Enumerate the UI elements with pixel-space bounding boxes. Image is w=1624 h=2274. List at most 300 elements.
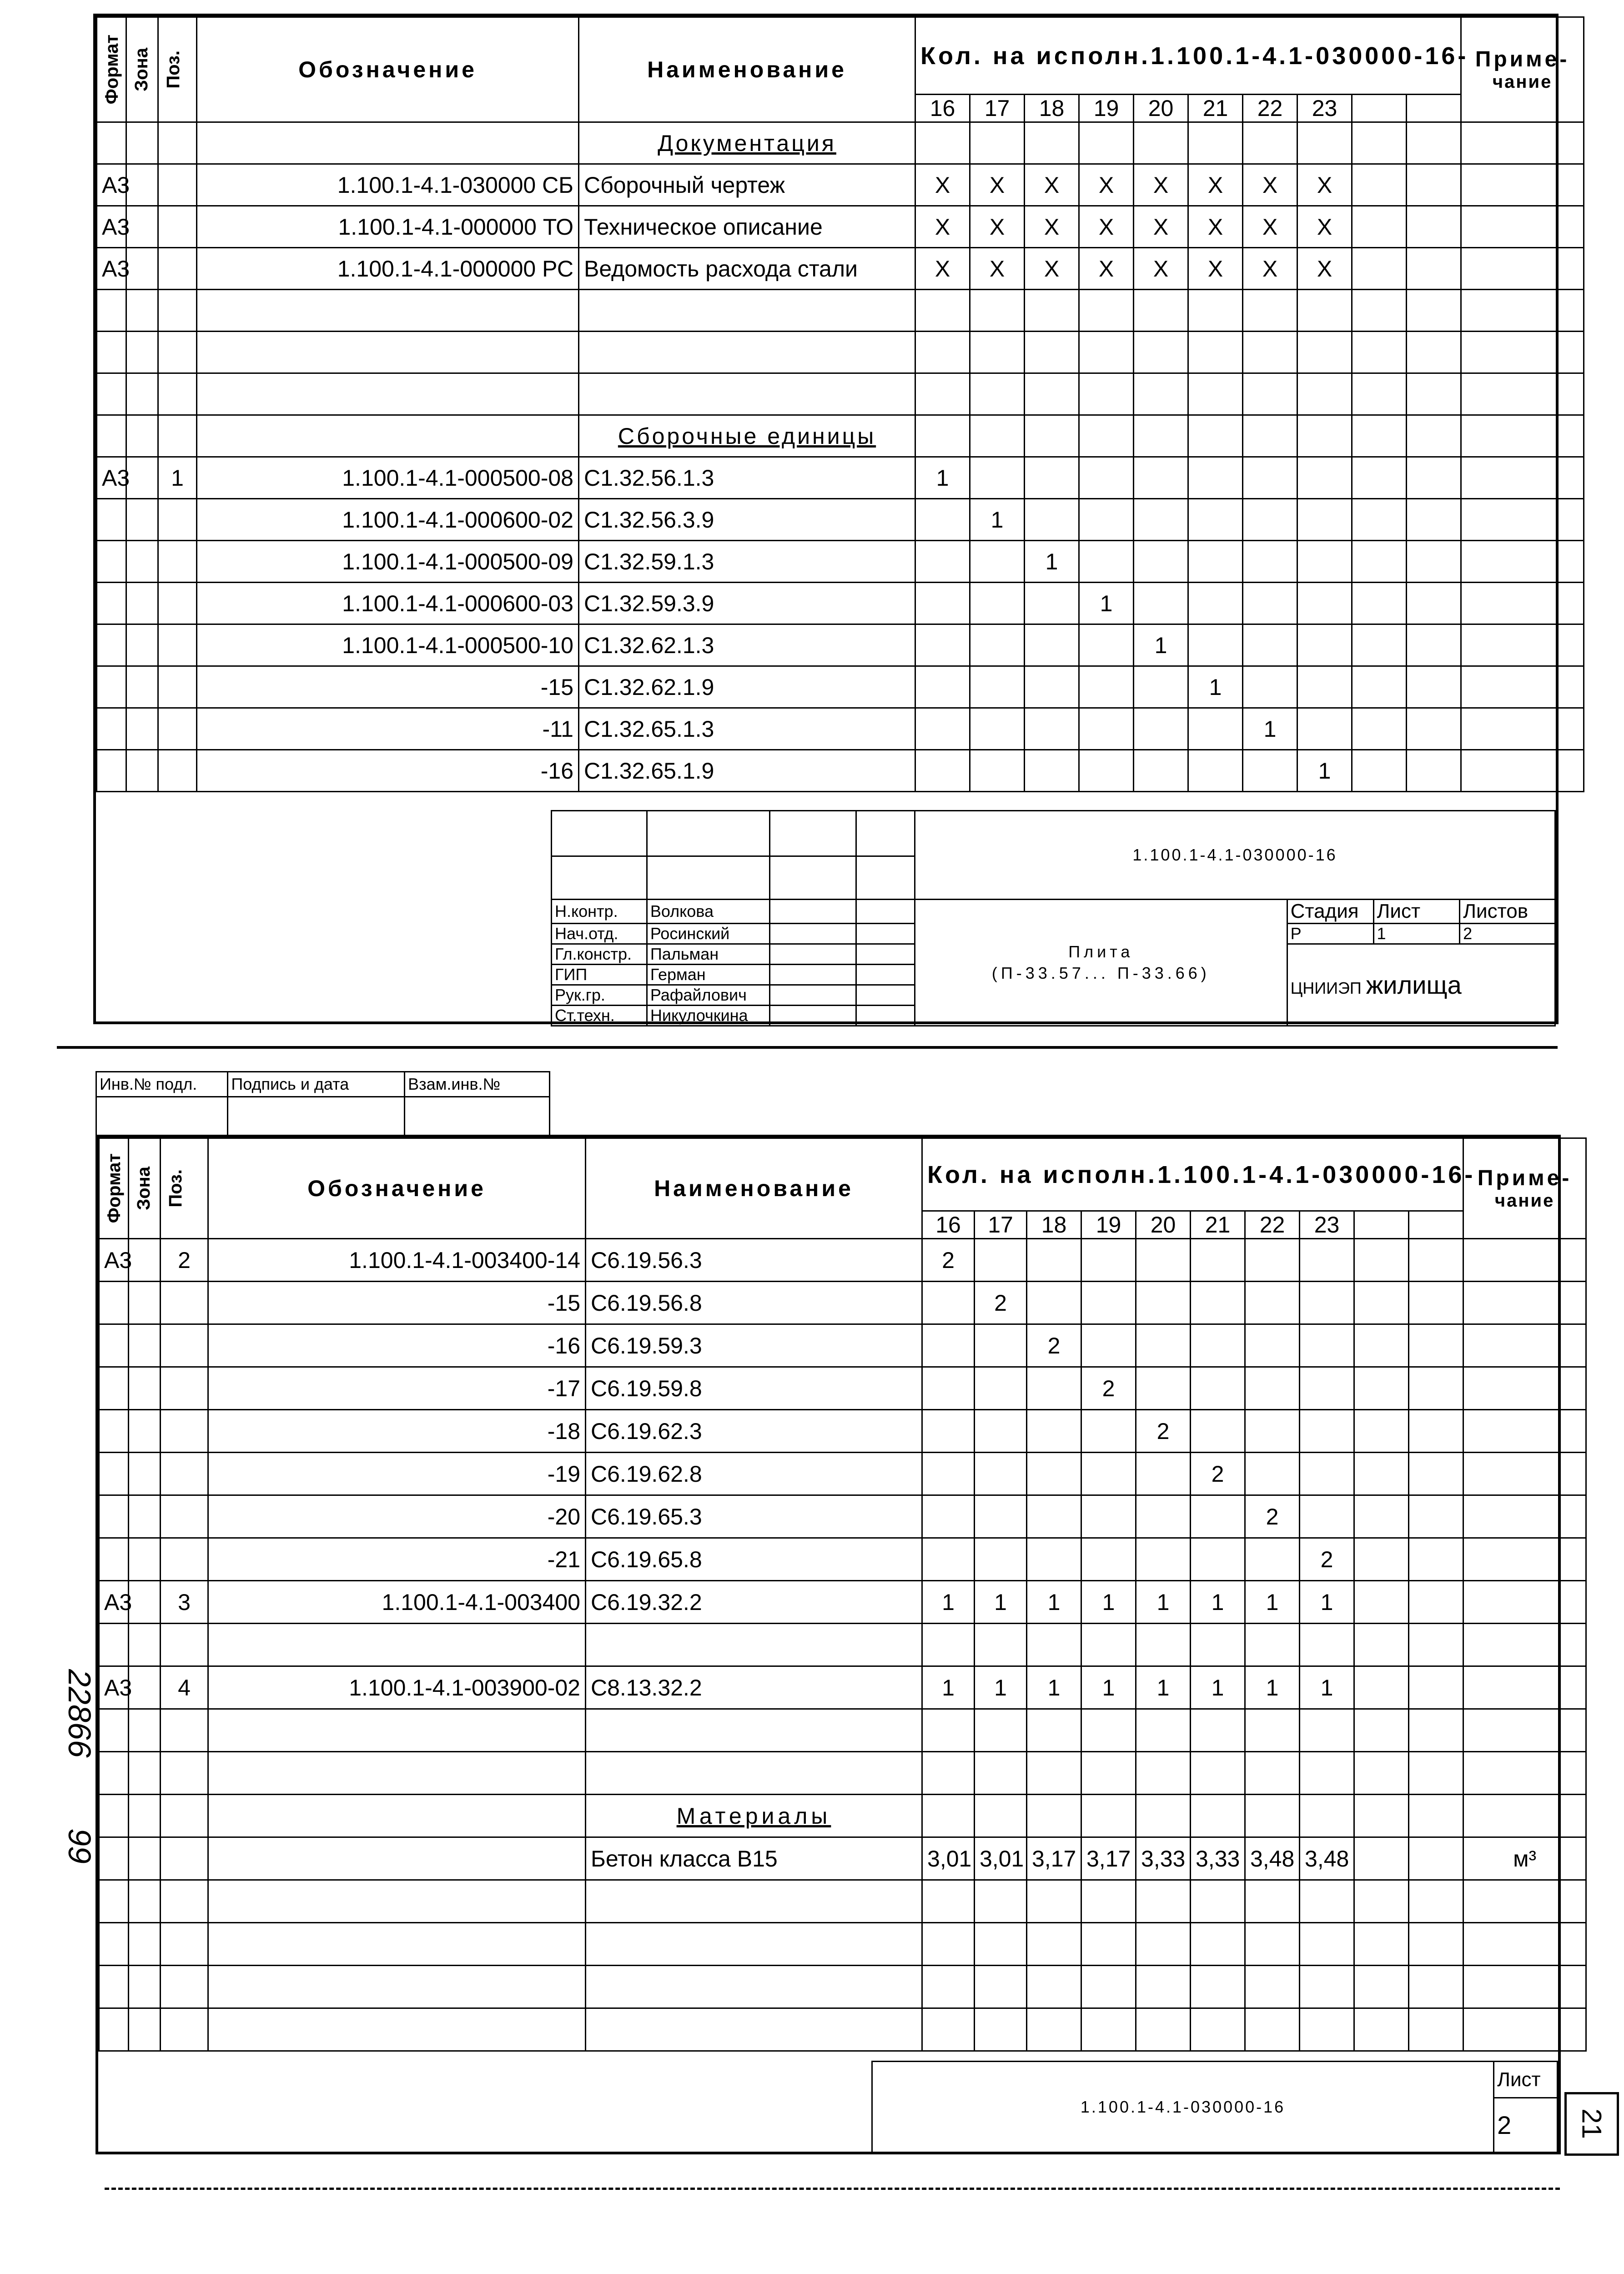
cell-qty-8 <box>1352 624 1407 666</box>
cell-qty-1 <box>975 1880 1027 1923</box>
cell-pos <box>161 1367 208 1410</box>
cell-designation: -18 <box>208 1410 586 1453</box>
cell-qty-9 <box>1409 2008 1463 2051</box>
cell-qty-2 <box>1027 1624 1081 1666</box>
b-header-zone <box>129 1138 161 1239</box>
bottom-cut-line <box>105 2188 1560 2190</box>
cell-zone <box>129 1495 161 1538</box>
cell-designation <box>208 1837 586 1880</box>
header-note <box>1461 17 1584 122</box>
cell-format <box>99 1282 129 1324</box>
cell-qty-8 <box>1352 666 1407 708</box>
cell-qty-2 <box>1027 2008 1081 2051</box>
cell-qty-9 <box>1409 1666 1463 1709</box>
cell-zone <box>126 415 158 457</box>
cell-qty-8 <box>1352 541 1407 583</box>
cell-qty-4 <box>1134 373 1188 415</box>
cell-designation: 1.100.1-4.1-000000 РС <box>197 248 579 290</box>
cell-zone <box>129 1367 161 1410</box>
cell-qty-4: 1 <box>1134 624 1188 666</box>
cell-qty-4 <box>1136 1538 1191 1581</box>
cell-qty-4 <box>1136 1495 1191 1538</box>
cell-qty-4 <box>1134 332 1188 373</box>
cell-qty-5 <box>1191 1624 1245 1666</box>
cell-qty-6 <box>1245 1239 1300 1282</box>
cell-note <box>1461 499 1584 541</box>
cell-name <box>579 373 915 415</box>
variant-header-0: 16 <box>915 95 970 122</box>
cell-qty-5: 1 <box>1191 1666 1245 1709</box>
cell-qty-5: X <box>1188 248 1243 290</box>
cell-qty-0 <box>922 1923 975 1966</box>
cell-format <box>99 1837 129 1880</box>
title-block <box>551 810 1556 1025</box>
cell-qty-9 <box>1407 541 1461 583</box>
cell-qty-5 <box>1191 1367 1245 1410</box>
cell-qty-6 <box>1243 666 1297 708</box>
cell-qty-1 <box>970 415 1025 457</box>
table-row <box>97 750 1584 792</box>
cell-note <box>1463 1410 1586 1453</box>
cell-qty-3 <box>1079 415 1134 457</box>
cell-qty-7 <box>1300 1880 1354 1923</box>
cell-zone <box>126 499 158 541</box>
cell-qty-1 <box>970 541 1025 583</box>
variant-header-4: 20 <box>1136 1211 1191 1239</box>
cell-format <box>97 541 126 583</box>
cell-qty-0 <box>915 290 970 332</box>
cell-qty-7 <box>1300 1239 1354 1282</box>
cell-qty-3 <box>1079 373 1134 415</box>
cell-qty-7: 3,48 <box>1300 1837 1354 1880</box>
cell-note <box>1463 1752 1586 1795</box>
cell-note <box>1463 1795 1586 1837</box>
cell-qty-7 <box>1297 373 1352 415</box>
cell-name: С6.19.59.3 <box>586 1324 922 1367</box>
variant-header-3: 19 <box>1079 95 1134 122</box>
variant-header-2: 18 <box>1025 95 1079 122</box>
cell-qty-4 <box>1134 583 1188 624</box>
cell-qty-1 <box>970 122 1025 164</box>
role-1: Нач.отд. <box>552 924 647 944</box>
cell-zone <box>126 373 158 415</box>
cell-qty-5: 3,33 <box>1191 1837 1245 1880</box>
variant-header-5: 21 <box>1188 95 1243 122</box>
person-4: Рафайлович <box>647 985 769 1006</box>
table-row <box>99 2008 1586 2051</box>
person-3: Герман <box>647 965 769 985</box>
cell-qty-3 <box>1081 1453 1136 1495</box>
cell-zone <box>126 624 158 666</box>
cell-designation: -21 <box>208 1538 586 1581</box>
cell-pos: 4 <box>161 1666 208 1709</box>
cell-qty-1 <box>975 1239 1027 1282</box>
cell-qty-9 <box>1409 1239 1463 1282</box>
cell-qty-3 <box>1081 1709 1136 1752</box>
table-row <box>97 164 1584 206</box>
cell-note <box>1461 373 1584 415</box>
cell-designation: 1.100.1-4.1-003900-02 <box>208 1666 586 1709</box>
cell-qty-0 <box>915 541 970 583</box>
cell-pos <box>161 1709 208 1752</box>
cell-qty-2 <box>1027 1239 1081 1282</box>
cell-designation: 1.100.1-4.1-003400 <box>208 1581 586 1624</box>
variant-header-7: 23 <box>1297 95 1352 122</box>
cell-qty-9 <box>1409 1795 1463 1837</box>
cell-qty-0: 3,01 <box>922 1837 975 1880</box>
cell-qty-0 <box>922 1538 975 1581</box>
cell-designation <box>197 415 579 457</box>
cell-name: С6.19.62.3 <box>586 1410 922 1453</box>
cell-qty-6 <box>1243 499 1297 541</box>
cell-qty-6 <box>1245 1282 1300 1324</box>
b-header-note <box>1463 1138 1586 1239</box>
cell-note <box>1461 624 1584 666</box>
cell-qty-2: 1 <box>1027 1581 1081 1624</box>
cell-qty-2 <box>1027 1795 1081 1837</box>
cell-format <box>99 1966 129 2008</box>
cell-qty-4: 3,33 <box>1136 1837 1191 1880</box>
cell-qty-0 <box>922 1709 975 1752</box>
table-row <box>99 1795 1586 1837</box>
cell-qty-8 <box>1352 164 1407 206</box>
cell-qty-1 <box>975 1624 1027 1666</box>
cell-format: А3 <box>99 1666 129 1709</box>
cell-format <box>99 1324 129 1367</box>
cell-qty-8 <box>1354 1624 1409 1666</box>
header-format-label: Формат <box>102 35 122 105</box>
cell-qty-1 <box>970 708 1025 750</box>
table-row <box>97 583 1584 624</box>
cell-pos <box>158 541 197 583</box>
variant-header-1: 17 <box>970 95 1025 122</box>
header-designation: Обозначение <box>197 17 579 122</box>
cell-qty-0 <box>922 1880 975 1923</box>
cell-qty-7 <box>1297 541 1352 583</box>
cell-name <box>586 2008 922 2051</box>
cell-qty-2 <box>1027 1282 1081 1324</box>
cell-qty-5: 1 <box>1191 1581 1245 1624</box>
cell-qty-6: X <box>1243 206 1297 248</box>
cell-qty-2 <box>1025 583 1079 624</box>
cell-zone <box>129 1923 161 1966</box>
cell-qty-8 <box>1352 122 1407 164</box>
cell-note <box>1461 666 1584 708</box>
cell-qty-3 <box>1081 1624 1136 1666</box>
cell-qty-4 <box>1136 1795 1191 1837</box>
table-row <box>99 1410 1586 1453</box>
signature-0 <box>769 900 856 924</box>
cell-qty-3 <box>1079 290 1134 332</box>
cell-qty-8 <box>1354 1239 1409 1282</box>
cell-qty-2 <box>1027 1966 1081 2008</box>
cell-name <box>586 1624 922 1666</box>
header-qty: Кол. на исполн.1.100.1-4.1-030000-16- <box>915 17 1461 95</box>
cell-note <box>1461 415 1584 457</box>
cell-qty-8 <box>1354 1923 1409 1966</box>
cell-name: С6.19.56.8 <box>586 1282 922 1324</box>
cell-qty-1 <box>975 1709 1027 1752</box>
cell-qty-3 <box>1079 122 1134 164</box>
cell-note <box>1463 1367 1586 1410</box>
cell-zone <box>129 1666 161 1709</box>
cell-qty-0: 1 <box>915 457 970 499</box>
cut-line <box>57 1046 1558 1049</box>
cell-qty-9 <box>1409 1282 1463 1324</box>
cell-qty-5 <box>1191 1324 1245 1367</box>
cell-qty-8 <box>1354 1367 1409 1410</box>
header-format <box>97 17 126 122</box>
cell-qty-6 <box>1245 1880 1300 1923</box>
cell-qty-1 <box>975 1453 1027 1495</box>
cell-designation <box>197 290 579 332</box>
table-row <box>97 499 1584 541</box>
cell-name: С1.32.59.1.3 <box>579 541 915 583</box>
signature-3 <box>769 965 856 985</box>
footer-doc-code: 1.100.1-4.1-030000-16 <box>872 2062 1494 2153</box>
cell-qty-0 <box>915 415 970 457</box>
stage-value: Р <box>1287 924 1373 944</box>
cell-designation: -19 <box>208 1453 586 1495</box>
cell-zone <box>129 1581 161 1624</box>
cell-name: С1.32.65.1.3 <box>579 708 915 750</box>
cell-qty-9 <box>1407 583 1461 624</box>
cell-designation <box>197 122 579 164</box>
cell-format <box>99 1367 129 1410</box>
cell-pos <box>158 624 197 666</box>
cell-qty-8 <box>1354 1880 1409 1923</box>
cell-qty-7 <box>1300 1795 1354 1837</box>
cell-qty-2 <box>1025 708 1079 750</box>
cell-name: С6.19.65.8 <box>586 1538 922 1581</box>
cell-qty-6 <box>1243 122 1297 164</box>
cell-name: Ведомость расхода стали <box>579 248 915 290</box>
cell-qty-4: 1 <box>1136 1666 1191 1709</box>
variant-header-8 <box>1352 95 1407 122</box>
cell-qty-9 <box>1407 457 1461 499</box>
cell-format <box>99 1453 129 1495</box>
cell-qty-2: 2 <box>1027 1324 1081 1367</box>
cell-qty-3 <box>1079 332 1134 373</box>
cell-qty-5 <box>1191 1538 1245 1581</box>
cell-format <box>99 1410 129 1453</box>
table-row <box>99 1709 1586 1752</box>
cell-qty-0 <box>915 583 970 624</box>
cell-note <box>1463 1538 1586 1581</box>
cell-zone <box>129 1538 161 1581</box>
cell-qty-9 <box>1409 1752 1463 1795</box>
cell-name: Материалы <box>586 1795 922 1837</box>
cell-zone <box>129 1880 161 1923</box>
table-row <box>97 666 1584 708</box>
cell-qty-5 <box>1188 290 1243 332</box>
table-row <box>97 373 1584 415</box>
cell-qty-1: 2 <box>975 1282 1027 1324</box>
cell-qty-5 <box>1191 1795 1245 1837</box>
cell-pos <box>161 1538 208 1581</box>
cell-format: А3 <box>97 164 126 206</box>
cell-qty-1 <box>975 1367 1027 1410</box>
cell-name: С1.32.56.3.9 <box>579 499 915 541</box>
cell-qty-3 <box>1081 2008 1136 2051</box>
cell-note <box>1461 583 1584 624</box>
cell-note <box>1463 2008 1586 2051</box>
cell-qty-6 <box>1243 583 1297 624</box>
cell-qty-9 <box>1407 122 1461 164</box>
cell-note <box>1463 1923 1586 1966</box>
org-name: ЦНИИЭП <box>1290 979 1362 997</box>
cell-qty-3: 3,17 <box>1081 1837 1136 1880</box>
variant-header-6: 22 <box>1245 1211 1300 1239</box>
cell-zone <box>129 1624 161 1666</box>
cell-qty-8 <box>1352 415 1407 457</box>
cell-qty-0 <box>915 373 970 415</box>
cell-qty-7: X <box>1297 164 1352 206</box>
cell-qty-8 <box>1354 1966 1409 2008</box>
cell-qty-8 <box>1354 1709 1409 1752</box>
header-zone <box>126 17 158 122</box>
cell-format <box>97 624 126 666</box>
cell-qty-9 <box>1407 624 1461 666</box>
cell-qty-8 <box>1352 583 1407 624</box>
cell-qty-5 <box>1188 624 1243 666</box>
cell-qty-7 <box>1300 1495 1354 1538</box>
cell-zone <box>126 332 158 373</box>
cell-pos <box>158 666 197 708</box>
cell-zone <box>129 1966 161 2008</box>
cell-qty-5 <box>1191 1923 1245 1966</box>
cell-qty-0 <box>922 1752 975 1795</box>
cell-pos <box>161 1837 208 1880</box>
cell-zone <box>129 1709 161 1752</box>
table-row <box>99 1581 1586 1624</box>
cell-note <box>1463 1709 1586 1752</box>
cell-note <box>1461 332 1584 373</box>
cell-qty-3 <box>1079 624 1134 666</box>
cell-qty-0: 2 <box>922 1239 975 1282</box>
variant-header-6: 22 <box>1243 95 1297 122</box>
table-row <box>99 1966 1586 2008</box>
variant-header-2: 18 <box>1027 1211 1081 1239</box>
signature-2 <box>769 944 856 965</box>
cell-qty-7: 2 <box>1300 1538 1354 1581</box>
cell-qty-8 <box>1354 1837 1409 1880</box>
cell-pos <box>161 1324 208 1367</box>
cell-qty-7 <box>1300 2008 1354 2051</box>
cell-designation: 1.100.1-4.1-003400-14 <box>208 1239 586 1282</box>
cell-qty-9 <box>1409 1966 1463 2008</box>
cell-qty-0 <box>922 1453 975 1495</box>
cell-qty-1: 1 <box>975 1666 1027 1709</box>
cell-pos <box>158 415 197 457</box>
cell-qty-5: 1 <box>1188 666 1243 708</box>
cell-qty-7 <box>1297 499 1352 541</box>
cell-qty-1: 1 <box>970 499 1025 541</box>
cell-qty-6 <box>1245 1538 1300 1581</box>
doc-code: 1.100.1-4.1-030000-16 <box>915 811 1555 900</box>
cell-qty-4 <box>1134 541 1188 583</box>
cell-qty-6 <box>1243 457 1297 499</box>
cell-qty-6 <box>1245 1923 1300 1966</box>
header-zone-label: Зона <box>131 48 151 91</box>
cell-designation <box>197 332 579 373</box>
cell-qty-4: X <box>1134 248 1188 290</box>
cell-format <box>97 290 126 332</box>
cell-format <box>99 1709 129 1752</box>
side-mark: 99 <box>62 1828 97 1864</box>
cell-qty-9 <box>1409 1581 1463 1624</box>
table-row <box>99 1239 1586 1282</box>
cell-qty-6: 3,48 <box>1245 1837 1300 1880</box>
role-2: Гл.констр. <box>552 944 647 965</box>
table-row <box>97 248 1584 290</box>
cell-qty-5 <box>1191 1282 1245 1324</box>
cell-qty-2 <box>1025 290 1079 332</box>
cell-qty-8 <box>1352 499 1407 541</box>
cell-qty-6 <box>1243 373 1297 415</box>
cell-name: С6.19.62.8 <box>586 1453 922 1495</box>
cell-qty-9 <box>1409 1837 1463 1880</box>
cell-qty-8 <box>1352 248 1407 290</box>
cell-name <box>586 1709 922 1752</box>
cell-qty-3: X <box>1079 206 1134 248</box>
table-row <box>97 122 1584 164</box>
cell-qty-2 <box>1027 1923 1081 1966</box>
cell-qty-0 <box>915 332 970 373</box>
cell-qty-3: 1 <box>1081 1666 1136 1709</box>
cell-designation: 1.100.1-4.1-030000 СБ <box>197 164 579 206</box>
cell-qty-9 <box>1409 1324 1463 1367</box>
cell-qty-1 <box>975 1795 1027 1837</box>
cell-qty-5 <box>1188 373 1243 415</box>
cell-qty-1 <box>970 457 1025 499</box>
cell-qty-6 <box>1243 332 1297 373</box>
cell-qty-5 <box>1188 415 1243 457</box>
cell-qty-2 <box>1025 666 1079 708</box>
cell-qty-3 <box>1081 1239 1136 1282</box>
table-row <box>97 708 1584 750</box>
cell-name <box>586 1923 922 1966</box>
cell-zone <box>126 457 158 499</box>
b-header-name: Наименование <box>586 1138 922 1239</box>
cell-note <box>1463 1282 1586 1324</box>
cell-format <box>99 1495 129 1538</box>
cell-note <box>1463 1495 1586 1538</box>
cell-qty-3 <box>1081 1538 1136 1581</box>
cell-pos <box>161 1923 208 1966</box>
cell-qty-5 <box>1191 1966 1245 2008</box>
cell-qty-7 <box>1300 1709 1354 1752</box>
cell-name: Сборочный чертеж <box>579 164 915 206</box>
cell-qty-9 <box>1407 373 1461 415</box>
cell-note <box>1463 1880 1586 1923</box>
table-row <box>97 290 1584 332</box>
cell-pos <box>161 1410 208 1453</box>
cell-name: С6.19.32.2 <box>586 1581 922 1624</box>
cell-qty-6: X <box>1243 164 1297 206</box>
cell-designation: -16 <box>197 750 579 792</box>
cell-qty-2 <box>1025 499 1079 541</box>
variant-header-4: 20 <box>1134 95 1188 122</box>
cell-qty-9 <box>1407 666 1461 708</box>
cell-pos <box>158 373 197 415</box>
cell-qty-3: 2 <box>1081 1367 1136 1410</box>
b-header-qty: Кол. на исполн.1.100.1-4.1-030000-16- <box>922 1138 1463 1211</box>
cell-qty-8 <box>1354 1581 1409 1624</box>
cell-qty-0 <box>922 1495 975 1538</box>
cell-qty-9 <box>1409 1880 1463 1923</box>
cell-qty-4 <box>1134 122 1188 164</box>
